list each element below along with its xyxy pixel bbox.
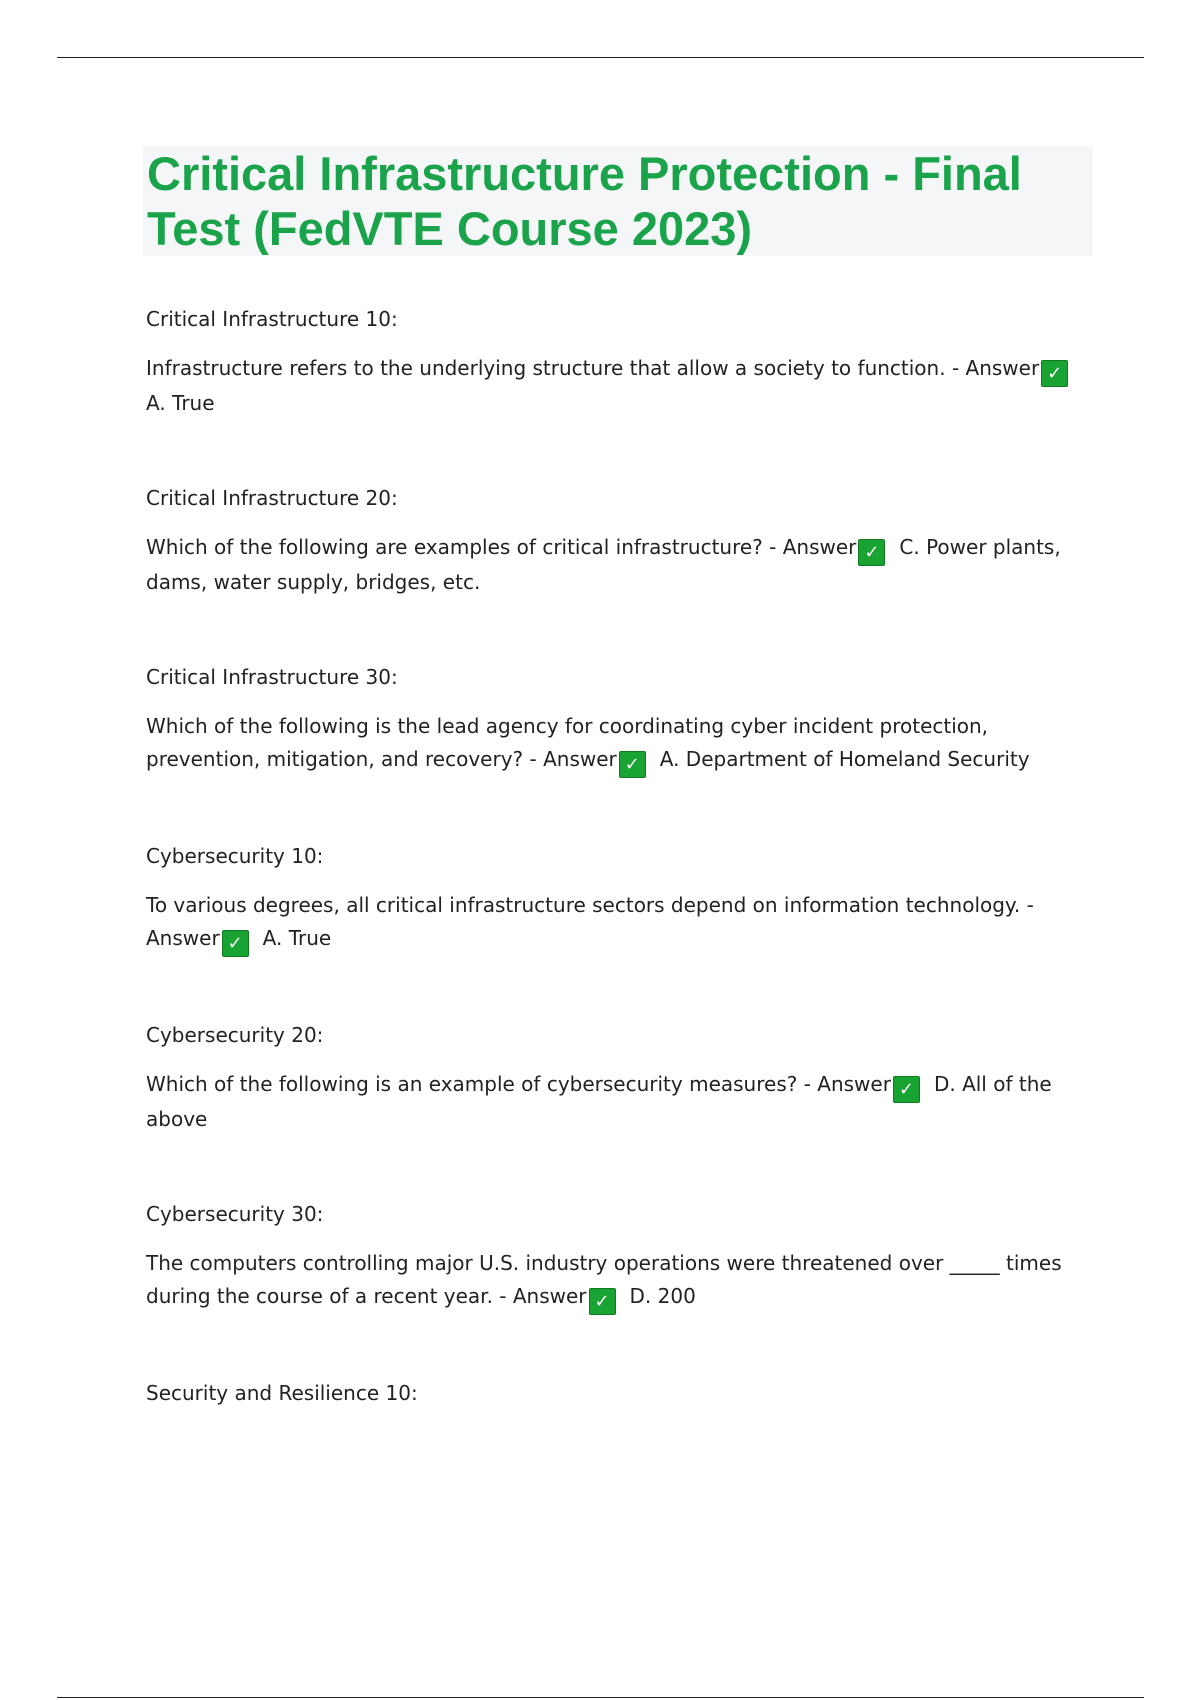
answer-label: Answer xyxy=(543,747,617,771)
question-text: Infrastructure refers to the underlying structure that allow a society to function. - xyxy=(146,356,966,380)
answer-text: A. True xyxy=(146,391,215,415)
qa-question xyxy=(146,1068,1096,1136)
answer-text: D. 200 xyxy=(629,1284,696,1308)
title-block xyxy=(143,146,1093,256)
qa-question xyxy=(146,1247,1096,1315)
answer-text: D. All of the above xyxy=(146,1072,1052,1131)
qa-item xyxy=(146,303,1096,482)
page-title: Critical Infrastructure Protection - Final Test (FedVTE Course 2023) xyxy=(147,147,1022,255)
checkmark-icon: ✓ xyxy=(893,1076,920,1103)
question-text: The computers controlling major U.S. industry operations were threatened over _____ times during the course of a recent year. - xyxy=(146,1251,1062,1308)
answer-label: Answer xyxy=(512,1284,587,1308)
answer-label: Answer xyxy=(817,1072,891,1096)
qa-heading: Critical Infrastructure 20: xyxy=(146,486,398,510)
checkmark-icon: ✓ xyxy=(619,751,646,778)
answer-text: A. Department of Homeland Security xyxy=(659,747,1030,771)
bottom-divider xyxy=(57,1697,1144,1698)
checkmark-icon: ✓ xyxy=(222,930,249,957)
qa-heading: Cybersecurity 30: xyxy=(146,1202,324,1226)
qa-question xyxy=(146,710,1096,778)
top-divider xyxy=(57,57,1144,58)
qa-heading: Critical Infrastructure 30: xyxy=(146,665,398,689)
question-text: To various degrees, all critical infrastructure sectors depend on information technology. - xyxy=(146,893,1034,917)
qa-question xyxy=(146,531,1096,599)
question-text: Which of the following is the lead agency for coordinating cyber incident protection, prevention, mitigation, and recovery? - xyxy=(146,714,989,771)
qa-heading: Cybersecurity 20: xyxy=(146,1023,324,1047)
qa-question xyxy=(146,352,1096,420)
qa-heading: Security and Resilience 10: xyxy=(146,1381,418,1405)
qa-heading: Cybersecurity 10: xyxy=(146,844,324,868)
question-text: Which of the following are examples of critical infrastructure? - xyxy=(146,535,783,559)
answer-text: A. True xyxy=(262,926,332,950)
qa-question xyxy=(146,889,1096,957)
answer-label: Answer xyxy=(965,356,1040,380)
checkmark-icon: ✓ xyxy=(1041,360,1068,387)
qa-item xyxy=(146,1377,1096,1556)
question-text: Which of the following is an example of cybersecurity measures? - xyxy=(146,1072,818,1096)
checkmark-icon: ✓ xyxy=(589,1288,616,1315)
qa-list xyxy=(146,303,1096,1556)
qa-item xyxy=(146,840,1096,1019)
answer-text: C. Power plants, dams, water supply, bridges, etc. xyxy=(146,535,1061,594)
qa-item xyxy=(146,1019,1096,1198)
qa-heading: Critical Infrastructure 10: xyxy=(146,307,398,331)
answer-label: Answer xyxy=(146,926,220,950)
answer-label: Answer xyxy=(782,535,857,559)
checkmark-icon: ✓ xyxy=(858,539,885,566)
qa-item xyxy=(146,1198,1096,1377)
qa-item xyxy=(146,482,1096,661)
qa-item xyxy=(146,661,1096,840)
